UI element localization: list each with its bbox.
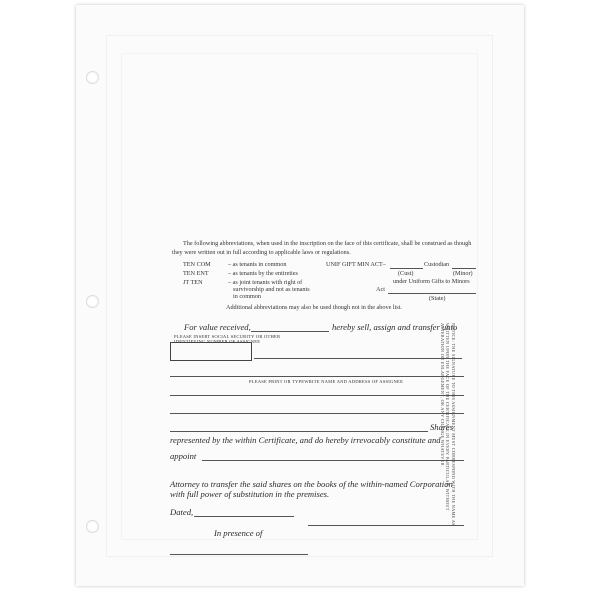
binder-hole-top bbox=[86, 71, 99, 84]
binder-hole-bottom bbox=[86, 520, 99, 533]
unif-minor-line bbox=[452, 268, 476, 269]
assignee-line-1[interactable] bbox=[254, 358, 462, 359]
assignee-line-4[interactable] bbox=[170, 413, 464, 414]
dated-line[interactable] bbox=[194, 516, 294, 517]
appoint-line[interactable] bbox=[202, 460, 464, 461]
abbr-meaning-cont: in common bbox=[233, 293, 262, 300]
abbr-meaning: – as tenants by the entireties bbox=[228, 270, 298, 277]
witness-line[interactable] bbox=[170, 554, 308, 555]
binder-hole-middle bbox=[86, 295, 99, 308]
unif-state-line bbox=[388, 293, 476, 294]
intro-line-2: they were written out in full according to applicable laws or regulations. bbox=[172, 249, 351, 256]
assignee-line-2[interactable] bbox=[170, 376, 464, 377]
abbr-meaning: – as tenants in common bbox=[228, 261, 287, 268]
additional-abbreviations-note: Additional abbreviations may also be used though not in the above list. bbox=[226, 304, 402, 311]
ssn-box[interactable] bbox=[170, 342, 252, 361]
dated-text: Dated, bbox=[170, 507, 194, 517]
abbr-code: JT TEN bbox=[183, 279, 203, 286]
unif-act-text: Act bbox=[376, 286, 385, 293]
shares-line[interactable] bbox=[170, 431, 428, 432]
signature-notice: NOTICE: THE SIGNATURE TO THIS ASSIGNMENT MUST CORRESPOND WITH THE NAME AS WRITTEN UPON THE FACE OF THE CERTIFICATE IN EVERY PARTICULAR, WITHOUT ALTERATION OR ENLARGEMENT, OR ANY CHANGE WHATEVER. bbox=[439, 323, 456, 526]
shares-text: Shares bbox=[430, 422, 454, 432]
abbr-meaning-cont: survivorship and not as tenants bbox=[233, 286, 310, 293]
abbr-code: TEN COM bbox=[183, 261, 211, 268]
unif-cust-line bbox=[390, 268, 423, 269]
ssn-label-2: IDENTIFYING NUMBER OF ASSIGNEE bbox=[174, 339, 261, 344]
unif-under-text: under Uniform Gifts to Minors bbox=[393, 278, 470, 285]
abbr-meaning: – as joint tenants with right of bbox=[228, 279, 303, 286]
unif-custodian-label: Custodian bbox=[424, 261, 450, 268]
represented-text: represented by the within Certificate, and do hereby irrevocably constitute and bbox=[170, 435, 441, 445]
show-through-inner-border bbox=[121, 53, 478, 540]
print-name-label: PLEASE PRINT OR TYPEWRITE NAME AND ADDRESS OF ASSIGNEE bbox=[249, 379, 404, 384]
attorney-text-1: Attorney to transfer the said shares on the books of the within-named Corporation bbox=[170, 479, 453, 489]
certificate-back-page bbox=[76, 5, 524, 586]
for-value-received-text: For value received, bbox=[184, 322, 251, 332]
ssn-label: PLEASE INSERT SOCIAL SECURITY OR OTHER bbox=[174, 334, 281, 339]
abbr-code: TEN ENT bbox=[183, 270, 209, 277]
hereby-sell-text: hereby sell, assign and transfer unto bbox=[332, 322, 458, 332]
attorney-text-2: with full power of substitution in the premises. bbox=[170, 489, 330, 499]
unif-minor-caption: (Minor) bbox=[453, 270, 473, 277]
in-presence-of-text: In presence of bbox=[214, 528, 263, 538]
value-line[interactable] bbox=[251, 331, 329, 332]
intro-line-1: The following abbreviations, when used in the inscription on the face of this certificate, shall be construed as though bbox=[183, 240, 472, 247]
assignee-line-3[interactable] bbox=[170, 395, 464, 396]
unif-cust-caption: (Cust) bbox=[398, 270, 414, 277]
unif-act-label: UNIF GIFT MIN ACT– bbox=[326, 261, 386, 268]
appoint-text: appoint bbox=[170, 451, 197, 461]
unif-state-caption: (State) bbox=[429, 295, 446, 302]
